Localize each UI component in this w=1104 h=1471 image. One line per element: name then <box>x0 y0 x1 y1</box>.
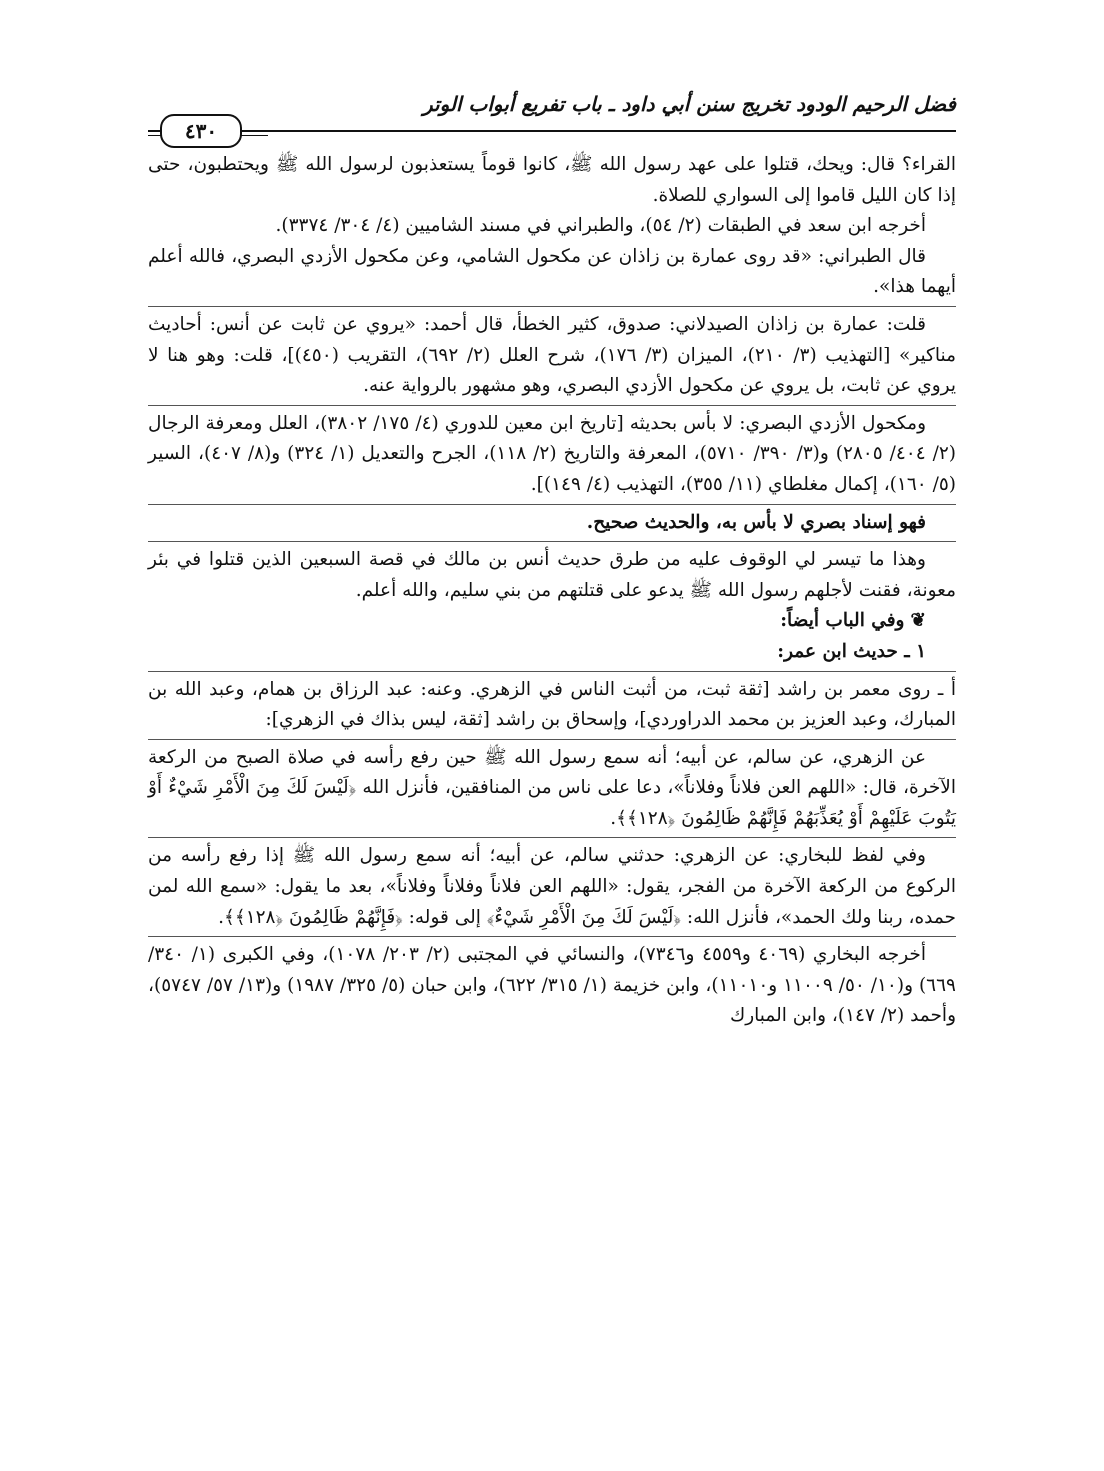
paragraph: أخرجه ابن سعد في الطبقات (٢/ ٥٤)، والطبراني في مسند الشاميين (٤/ ٣٠٤/ ٣٣٧٤). <box>275 215 926 237</box>
page-header <box>148 88 956 150</box>
paragraph: القراء؟ قال: ويحك، قتلوا على عهد رسول الله ﷺ، كانوا قوماً يستعذبون لرسول الله ﷺ ويحتطبون، حتى إذا كان الليل قاموا إلى السواري للصلاة. <box>148 154 956 206</box>
paragraph: ومكحول الأزدي البصري: لا بأس بحديثه [تاريخ ابن معين للدوري (٤/ ١٧٥/ ٣٨٠٢)، العلل ومعرفة الرجال (٢/ ٤٠٤/ ٢٨٠٥) و(٣/ ٣٩٠/ ٥٧١٠)، المعرفة والتاريخ (٢/ ١١٨)، الجرح والتعديل (١/ ٣٢٤) و(٨/ ٤٠٧)، السير (٥/ ١٦٠)، إكمال مغلطاي (١١/ ٣٥٥)، التهذيب (٤/ ١٤٩)]. <box>148 412 956 495</box>
document-page <box>148 88 956 1428</box>
paragraph-conclusion: فهو إسناد بصري لا بأس به، والحديث صحيح. <box>586 511 926 533</box>
running-title: فضل الرحيم الودود تخريج سنن أبي داود ـ باب تفريع أبواب الوتر <box>422 92 956 116</box>
divider <box>148 405 956 406</box>
section-heading <box>148 606 956 637</box>
paragraph: وفي لفظ للبخاري: عن الزهري: حدثني سالم، عن أبيه؛ أنه سمع رسول الله ﷺ إذا رفع رأسه من الركوع من الركعة الآخرة من الفجر، يقول: «اللهم العن فلاناً وفلاناً وفلاناً»، بعد ما يقول: «سمع الله لمن حمده، ربنا ولك الحمد»، فأنزل الله: ﴿لَيْسَ لَكَ مِنَ الْأَمْرِ شَيْءٌ﴾ إلى قوله: ﴿فَإِنَّهُمْ ظَالِمُونَ ﴿١٢٨﴾﴾. <box>148 845 956 928</box>
leaf-icon: ❦ <box>910 610 926 632</box>
divider <box>148 306 956 307</box>
paragraph: أخرجه البخاري (٤٠٦٩ و٤٥٥٩ و٧٣٤٦)، والنسائي في المجتبى (٢/ ٢٠٣/ ١٠٧٨)، وفي الكبرى (١/ ٣٤٠/ ٦٦٩) و(١٠/ ٥٠/ ١١٠٠٩ و١١٠١٠)، وابن خزيمة (١/ ٣١٥/ ٦٢٢)، وابن حبان (٥/ ٣٢٥/ ١٩٨٧) و(١٣/ ٥٧/ ٥٧٤٧)، وأحمد (٢/ ١٤٧)، وابن المبارك <box>148 944 956 1027</box>
header-rule <box>148 130 956 132</box>
divider <box>148 541 956 542</box>
paragraph: قال الطبراني: «قد روى عمارة بن زاذان عن مكحول الشامي، وعن مكحول الأزدي البصري، فالله أعلم أيهما هذا». <box>148 245 956 298</box>
sub-heading: ١ ـ حديث ابن عمر: <box>777 640 926 662</box>
paragraph: وهذا ما تيسر لي الوقوف عليه من طرق حديث أنس بن مالك في قصة السبعين الذين قتلوا في بئر معونة، فقنت لأجلهم رسول الله ﷺ يدعو على قتلتهم من بني سليم، والله أعلم. <box>148 549 956 601</box>
page-number: ٤٣٠ <box>160 114 242 148</box>
paragraph: عن الزهري، عن سالم، عن أبيه؛ أنه سمع رسول الله ﷺ حين رفع رأسه في صلاة الصبح من الركعة الآخرة، قال: «اللهم العن فلاناً وفلاناً»، دعا على ناس من المنافقين، فأنزل الله ﴿لَيْسَ لَكَ مِنَ الْأَمْرِ شَيْءٌ أَوْ يَتُوبَ عَلَيْهِمْ أَوْ يُعَذِّبَهُمْ فَإِنَّهُمْ ظَالِمُونَ ﴿١٢٨﴾﴾. <box>148 746 956 829</box>
divider <box>148 837 956 838</box>
section-heading-text: وفي الباب أيضاً: <box>780 610 905 632</box>
divider <box>148 671 956 672</box>
paragraph: أ ـ روى معمر بن راشد [ثقة ثبت، من أثبت الناس في الزهري. وعنه: عبد الرزاق بن همام، وعبد الله بن المبارك، وعبد العزيز بن محمد الدراوردي]، وإسحاق بن راشد [ثقة، ليس بذاك في الزهري]: <box>148 678 956 731</box>
divider <box>148 739 956 740</box>
page-body <box>148 150 956 1032</box>
divider <box>148 504 956 505</box>
paragraph: قلت: عمارة بن زاذان الصيدلاني: صدوق، كثير الخطأ، قال أحمد: «يروي عن ثابت عن أنس: أحاديث مناكير» [التهذيب (٣/ ٢١٠)، الميزان (٣/ ١٧٦)، شرح العلل (٢/ ٦٩٢)، التقريب (٤٥٠)]، قلت: وهو هنا لا يروي عن ثابت، بل يروي عن مكحول الأزدي البصري، وهو مشهور بالرواية عنه. <box>148 313 956 397</box>
divider <box>148 936 956 937</box>
